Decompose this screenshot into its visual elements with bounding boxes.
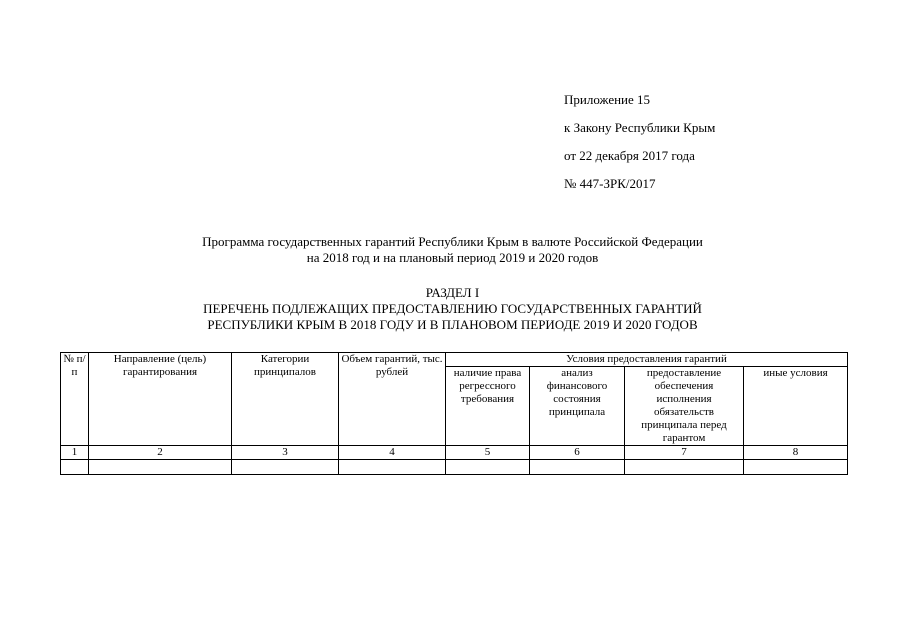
column-number: 6 (530, 446, 625, 460)
header-financial-analysis: анализ финансового состояния принципала (530, 367, 625, 446)
section-heading (0, 285, 905, 333)
annex-number: Приложение 15 (564, 92, 651, 107)
header-categories: Категории принципалов (232, 353, 339, 446)
header-conditions: Условия предоставления гарантий (446, 353, 848, 367)
guarantees-table (60, 352, 848, 475)
program-title (0, 234, 905, 266)
empty-cell (232, 460, 339, 475)
column-number: 5 (446, 446, 530, 460)
program-title-line2: на 2018 год и на плановый период 2019 и 2020 годов (306, 250, 599, 265)
header-other-conditions: иные условия (744, 367, 848, 446)
column-number: 8 (744, 446, 848, 460)
column-number: 2 (89, 446, 232, 460)
section-label: РАЗДЕЛ I (425, 285, 480, 300)
header-security-provision: предоставление обеспечения исполнения обязательств принципала перед гарантом (625, 367, 744, 446)
column-number: 4 (339, 446, 446, 460)
empty-cell (446, 460, 530, 475)
empty-cell (61, 460, 89, 475)
program-title-line1: Программа государственных гарантий Республики Крым в валюте Российской Федерации (202, 234, 703, 249)
column-number: 7 (625, 446, 744, 460)
empty-table-row (61, 460, 848, 475)
empty-cell (89, 460, 232, 475)
header-direction: Направление (цель) гарантирования (89, 353, 232, 446)
empty-cell (530, 460, 625, 475)
header-num: № п/п (61, 353, 89, 446)
annex-law-number: № 447-ЗРК/2017 (564, 176, 656, 191)
header-regress-right: наличие права регрессного требования (446, 367, 530, 446)
header-volume: Объем гарантий, тыс. рублей (339, 353, 446, 446)
annex-block (564, 92, 715, 204)
section-heading-line1: ПЕРЕЧЕНЬ ПОДЛЕЖАЩИХ ПРЕДОСТАВЛЕНИЮ ГОСУДАРСТВЕННЫХ ГАРАНТИЙ (203, 301, 702, 316)
empty-cell (744, 460, 848, 475)
empty-cell (339, 460, 446, 475)
annex-law: к Закону Республики Крым (564, 120, 716, 135)
empty-cell (625, 460, 744, 475)
annex-date: от 22 декабря 2017 года (564, 148, 695, 163)
section-heading-line2: РЕСПУБЛИКИ КРЫМ В 2018 ГОДУ И В ПЛАНОВОМ ПЕРИОДЕ 2019 И 2020 ГОДОВ (207, 317, 698, 332)
column-number: 1 (61, 446, 89, 460)
column-number: 3 (232, 446, 339, 460)
column-number-row (61, 446, 848, 460)
